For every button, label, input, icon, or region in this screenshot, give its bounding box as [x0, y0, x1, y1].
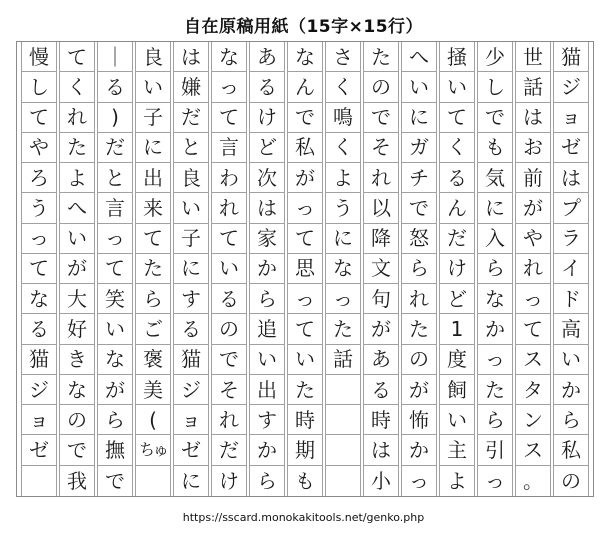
- grid-cell: て: [288, 314, 322, 344]
- grid-cell: が: [288, 163, 322, 193]
- grid-cell: で: [478, 103, 512, 133]
- grid-cell: れ: [212, 405, 246, 435]
- grid-cell: も: [295, 468, 315, 493]
- grid-cell: れ: [402, 284, 436, 314]
- grid-cell: [326, 375, 360, 405]
- grid-cell: 言: [98, 193, 132, 223]
- grid-cell: 時: [288, 405, 322, 435]
- grid-cell: 猫: [174, 345, 208, 375]
- grid-cell: 好: [60, 314, 94, 344]
- grid-cell: 言: [212, 133, 246, 163]
- grid-cell: は: [364, 435, 398, 465]
- grid-cell: そ: [364, 133, 398, 163]
- grid-column: [211, 42, 247, 496]
- grid-cell: よ: [447, 468, 467, 493]
- grid-cell: あ: [250, 42, 284, 72]
- grid-cell: 少: [478, 42, 512, 72]
- grid-column: [21, 42, 57, 496]
- grid-cell: 小: [371, 468, 391, 493]
- grid-cell: ら: [478, 254, 512, 284]
- grid-cell: っ: [478, 345, 512, 375]
- grid-cell: か: [250, 435, 284, 465]
- grid-cell: 嫌: [174, 72, 208, 102]
- grid-cell: か: [250, 254, 284, 284]
- grid-cell: に: [136, 133, 170, 163]
- grid-cell: 掻: [440, 42, 474, 72]
- grid-column: [553, 42, 589, 496]
- grid-cell: よ: [60, 163, 94, 193]
- grid-cell: ご: [136, 314, 170, 344]
- grid-cell: る: [22, 314, 56, 344]
- grid-cell: 度: [440, 345, 474, 375]
- grid-cell: 以: [364, 193, 398, 223]
- grid-cell: ): [98, 103, 132, 133]
- grid-cell: [136, 466, 170, 496]
- grid-cell: 子: [136, 103, 170, 133]
- grid-cell: [326, 466, 360, 496]
- grid-cell: れ: [60, 103, 94, 133]
- grid-cell: が: [402, 375, 436, 405]
- grid-cell: て: [98, 254, 132, 284]
- grid-cell: す: [250, 405, 284, 435]
- grid-cell: っ: [409, 468, 429, 493]
- grid-cell: タ: [516, 375, 550, 405]
- grid-cell: す: [174, 284, 208, 314]
- grid-cell: 私: [288, 133, 322, 163]
- grid-cell: う: [326, 193, 360, 223]
- grid-cell: 子: [174, 224, 208, 254]
- grid-cell: け: [440, 254, 474, 284]
- grid-cell: て: [22, 254, 56, 284]
- grid-cell: ス: [516, 345, 550, 375]
- grid-column: [59, 42, 95, 496]
- grid-cell: で: [288, 103, 322, 133]
- grid-cell: て: [212, 224, 246, 254]
- grid-cell: [326, 435, 360, 465]
- grid-cell: ら: [478, 405, 512, 435]
- grid-cell: け: [250, 103, 284, 133]
- grid-cell: て: [60, 42, 94, 72]
- grid-cell: な: [60, 375, 94, 405]
- grid-cell: が: [60, 254, 94, 284]
- grid-cell: が: [516, 193, 550, 223]
- grid-cell: 出: [250, 375, 284, 405]
- grid-cell: て: [212, 103, 246, 133]
- grid-column: [135, 42, 171, 496]
- grid-cell: っ: [516, 284, 550, 314]
- grid-cell: る: [364, 375, 398, 405]
- grid-cell: れ: [516, 254, 550, 284]
- grid-cell: る: [440, 163, 474, 193]
- grid-cell: へ: [60, 193, 94, 223]
- grid-cell: 我: [67, 468, 87, 493]
- grid-cell: は: [250, 193, 284, 223]
- grid-cell: の: [561, 468, 581, 493]
- grid-cell: け: [219, 468, 239, 493]
- grid-cell: た: [136, 254, 170, 284]
- grid-column: [97, 42, 133, 496]
- grid-cell: も: [478, 133, 512, 163]
- grid-cell: っ: [22, 224, 56, 254]
- grid-cell: な: [22, 284, 56, 314]
- grid-column: [325, 42, 361, 496]
- grid-cell: 褒: [136, 345, 170, 375]
- grid-column: [173, 42, 209, 496]
- grid-cell: ちゅ: [136, 435, 170, 465]
- grid-cell: そ: [212, 375, 246, 405]
- grid-column: [249, 42, 285, 496]
- grid-cell: る: [174, 314, 208, 344]
- grid-column: [401, 42, 437, 496]
- grid-cell: 笑: [98, 284, 132, 314]
- grid-cell: に: [174, 254, 208, 284]
- grid-cell: 前: [516, 163, 550, 193]
- grid-cell: だ: [212, 435, 246, 465]
- grid-cell: の: [402, 345, 436, 375]
- grid-cell: ら: [136, 284, 170, 314]
- grid-cell: 引: [478, 435, 512, 465]
- grid-cell: さ: [326, 42, 360, 72]
- grid-cell: の: [364, 72, 398, 102]
- grid-cell: い: [174, 193, 208, 223]
- grid-cell: っ: [288, 284, 322, 314]
- grid-cell: は: [554, 163, 588, 193]
- grid-cell: チ: [402, 163, 436, 193]
- grid-cell: イ: [554, 254, 588, 284]
- grid-cell: 私: [554, 435, 588, 465]
- grid-cell: が: [364, 314, 398, 344]
- grid-cell: ろ: [22, 163, 56, 193]
- grid-cell: い: [212, 254, 246, 284]
- grid-cell: た: [402, 314, 436, 344]
- grid-cell: 慢: [22, 42, 56, 72]
- grid-column: [363, 42, 399, 496]
- grid-cell: 猫: [554, 42, 588, 72]
- grid-cell: ス: [516, 435, 550, 465]
- grid-cell: 期: [288, 435, 322, 465]
- grid-cell: い: [440, 405, 474, 435]
- grid-cell: に: [402, 103, 436, 133]
- grid-cell: は: [174, 42, 208, 72]
- grid-cell: で: [60, 435, 94, 465]
- grid-cell: 良: [174, 163, 208, 193]
- grid-cell: で: [105, 468, 125, 493]
- grid-cell: 来: [136, 193, 170, 223]
- grid-cell: か: [402, 435, 436, 465]
- grid-cell: ど: [250, 133, 284, 163]
- grid-cell: く: [326, 72, 360, 102]
- grid-cell: 時: [364, 405, 398, 435]
- grid-cell: と: [98, 163, 132, 193]
- grid-cell: [326, 405, 360, 435]
- grid-cell: 撫: [98, 435, 132, 465]
- grid-cell: に: [181, 468, 201, 493]
- grid-cell: 世: [516, 42, 550, 72]
- grid-cell: た: [60, 133, 94, 163]
- grid-cell: の: [60, 405, 94, 435]
- grid-cell: 気: [478, 163, 512, 193]
- grid-cell: 降: [364, 224, 398, 254]
- grid-cell: く: [60, 72, 94, 102]
- grid-cell: っ: [212, 72, 246, 102]
- grid-cell: い: [554, 345, 588, 375]
- grid-cell: 猫: [22, 345, 56, 375]
- grid-cell: な: [212, 42, 246, 72]
- grid-cell: て: [440, 103, 474, 133]
- manuscript-grid: [16, 41, 594, 497]
- grid-cell: で: [402, 193, 436, 223]
- grid-cell: い: [250, 345, 284, 375]
- grid-cell: ら: [257, 468, 277, 493]
- grid-cell: ゼ: [174, 435, 208, 465]
- grid-cell: ジ: [554, 72, 588, 102]
- grid-cell: て: [136, 224, 170, 254]
- grid-cell: プ: [554, 193, 588, 223]
- grid-cell: る: [98, 72, 132, 102]
- grid-cell: ジ: [174, 375, 208, 405]
- grid-cell: い: [288, 345, 322, 375]
- grid-cell: っ: [485, 468, 505, 493]
- grid-cell: い: [136, 72, 170, 102]
- grid-cell: な: [326, 254, 360, 284]
- grid-cell: て: [22, 103, 56, 133]
- grid-cell: (: [136, 405, 170, 435]
- grid-cell: ョ: [554, 103, 588, 133]
- grid-cell: た: [478, 375, 512, 405]
- grid-cell: っ: [326, 284, 360, 314]
- grid-cell: 文: [364, 254, 398, 284]
- grid-cell: ン: [516, 405, 550, 435]
- grid-cell: 句: [364, 284, 398, 314]
- grid-cell: な: [98, 345, 132, 375]
- grid-cell: っ: [288, 193, 322, 223]
- grid-cell: 良: [136, 42, 170, 72]
- grid-cell: き: [60, 345, 94, 375]
- grid-cell: ん: [288, 72, 322, 102]
- grid-cell: た: [364, 42, 398, 72]
- grid-cell: れ: [364, 163, 398, 193]
- grid-cell: 次: [250, 163, 284, 193]
- grid-cell: ョ: [174, 405, 208, 435]
- grid-cell: 話: [516, 72, 550, 102]
- grid-cell: ラ: [554, 224, 588, 254]
- grid-cell: 高: [554, 314, 588, 344]
- grid-cell: が: [98, 375, 132, 405]
- grid-cell: う: [22, 193, 56, 223]
- grid-cell: や: [516, 224, 550, 254]
- grid-cell: 飼: [440, 375, 474, 405]
- grid-cell: る: [250, 72, 284, 102]
- grid-cell: 家: [250, 224, 284, 254]
- grid-cell: く: [326, 133, 360, 163]
- page-title: 自在原稿用紙（15字×15行）: [183, 17, 424, 37]
- grid-cell: い: [440, 72, 474, 102]
- grid-cell: 大: [60, 284, 94, 314]
- grid-cell: か: [554, 375, 588, 405]
- grid-cell: 怒: [402, 224, 436, 254]
- grid-cell: ら: [402, 254, 436, 284]
- grid-cell: れ: [212, 193, 246, 223]
- grid-cell: に: [478, 193, 512, 223]
- grid-cell: た: [288, 375, 322, 405]
- grid-cell: 怖: [402, 405, 436, 435]
- grid-cell: 思: [288, 254, 322, 284]
- grid-cell: か: [478, 314, 512, 344]
- grid-cell: ど: [440, 284, 474, 314]
- grid-cell: ゼ: [554, 133, 588, 163]
- grid-cell: 話: [326, 345, 360, 375]
- grid-cell: わ: [212, 163, 246, 193]
- grid-cell: た: [326, 314, 360, 344]
- grid-cell: っ: [98, 224, 132, 254]
- grid-cell: て: [516, 314, 550, 344]
- grid-cell: 1: [440, 314, 474, 344]
- grid-cell: ら: [554, 405, 588, 435]
- grid-cell: ｜: [98, 42, 132, 72]
- grid-cell: 。: [523, 468, 543, 493]
- grid-cell: ら: [250, 284, 284, 314]
- grid-cell: し: [478, 72, 512, 102]
- grid-cell: や: [22, 133, 56, 163]
- grid-cell: 追: [250, 314, 284, 344]
- grid-cell: お: [516, 133, 550, 163]
- grid-cell: る: [212, 284, 246, 314]
- grid-cell: だ: [440, 224, 474, 254]
- grid-cell: ド: [554, 284, 588, 314]
- grid-cell: へ: [402, 42, 436, 72]
- grid-cell: [22, 466, 56, 496]
- grid-cell: だ: [98, 133, 132, 163]
- grid-cell: ら: [98, 405, 132, 435]
- grid-cell: く: [440, 133, 474, 163]
- grid-cell: 入: [478, 224, 512, 254]
- grid-cell: て: [288, 224, 322, 254]
- footer-url: https://sscard.monokakitools.net/genko.php: [182, 511, 425, 524]
- grid-column: [287, 42, 323, 496]
- grid-cell: で: [212, 345, 246, 375]
- grid-cell: に: [326, 224, 360, 254]
- grid-cell: し: [22, 72, 56, 102]
- grid-cell: だ: [174, 103, 208, 133]
- grid-cell: な: [288, 42, 322, 72]
- grid-cell: い: [98, 314, 132, 344]
- grid-cell: ゼ: [22, 435, 56, 465]
- grid-cell: い: [60, 224, 94, 254]
- grid-cell: 美: [136, 375, 170, 405]
- grid-cell: ガ: [402, 133, 436, 163]
- grid-cell: ん: [440, 193, 474, 223]
- grid-column: [477, 42, 513, 496]
- grid-column: [515, 42, 551, 496]
- grid-cell: の: [212, 314, 246, 344]
- grid-cell: は: [516, 103, 550, 133]
- grid-cell: よ: [326, 163, 360, 193]
- grid-column: [439, 42, 475, 496]
- grid-cell: と: [174, 133, 208, 163]
- grid-cell: ジ: [22, 375, 56, 405]
- grid-cell: な: [478, 284, 512, 314]
- grid-cell: 出: [136, 163, 170, 193]
- grid-cell: ョ: [22, 405, 56, 435]
- grid-cell: 主: [440, 435, 474, 465]
- grid-cell: 鳴: [326, 103, 360, 133]
- grid-cell: で: [364, 103, 398, 133]
- grid-cell: あ: [364, 345, 398, 375]
- grid-cell: い: [402, 72, 436, 102]
